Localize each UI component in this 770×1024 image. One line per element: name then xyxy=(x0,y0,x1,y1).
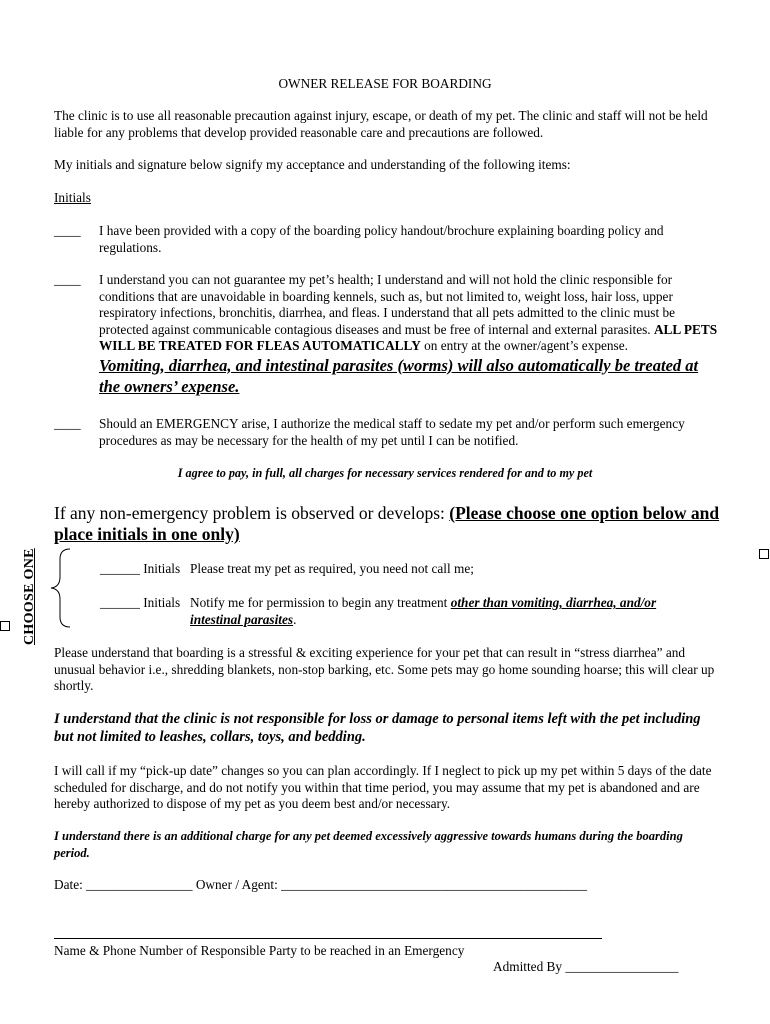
item2-tail: on entry at the owner/agent’s expense. xyxy=(424,338,628,353)
checkbox-left[interactable] xyxy=(0,621,10,631)
option-heading-bold: (Please choose one option below and place initials in one only) xyxy=(54,503,720,544)
option2-end: . xyxy=(293,611,297,627)
option2-text xyxy=(190,595,710,628)
owner-label: Owner / Agent: xyxy=(195,877,278,892)
option2-main: Notify me for permission to begin any treatment xyxy=(190,595,448,610)
initials-blank-3[interactable]: ____ xyxy=(54,416,81,431)
personal-items-paragraph: I understand that the clinic is not responsible for loss or damage to personal items left with the pet including but not limited to leashes, collars, toys, and bedding. xyxy=(54,711,701,745)
policy-item-1: I have been provided with a copy of the boarding policy handout/brochure explaining boarding policy and regulations. xyxy=(99,223,664,255)
document-title: OWNER RELEASE FOR BOARDING xyxy=(278,76,492,91)
policy-item-2 xyxy=(99,272,719,397)
option2-emphasis: other than vomiting, diarrhea, and/or intestinal parasites xyxy=(190,595,657,627)
option1-text: Please treat my pet as required, you need not call me; xyxy=(190,561,474,576)
signature-row xyxy=(54,877,587,894)
choose-one-label: CHOOSE ONE xyxy=(22,548,37,645)
item2-text: I understand you can not guarantee my pet’s health; I understand and will not hold the clinic responsible for conditions that are unavoidable in boarding kennels, such as, but not limited to, weight loss, hair loss, upper respiratory infections, bronchitis, diarrhea, and fleas. I understand that all pets admitted to the clinic must be protected against communicable contagious diseases and must be free of internal and external parasites. xyxy=(99,272,676,337)
item2-emphasis: Vomiting, diarrhea, and intestinal parasites (worms) will also automatically be treated at the owners’ expense. xyxy=(99,355,699,396)
signify-paragraph: My initials and signature below signify my acceptance and understanding of the following items: xyxy=(54,157,571,172)
emergency-contact-field[interactable] xyxy=(54,938,602,939)
admitted-label: Admitted By xyxy=(493,959,563,974)
admitted-field[interactable]: _________________ xyxy=(565,959,679,974)
aggressive-paragraph: I understand there is an additional charge for any pet deemed excessively aggressive towards humans during the boarding period. xyxy=(54,829,683,860)
option-heading xyxy=(54,503,734,545)
initials-blank-1[interactable]: ____ xyxy=(54,223,81,238)
brace-icon xyxy=(48,547,74,629)
option1-initials-blank[interactable]: ______ Initials xyxy=(100,561,181,576)
stress-paragraph: Please understand that boarding is a stressful & exciting experience for your pet that can result in “stress diarrhea” and unusual behavior i.e., shredding blankets, non-stop barking, etc. Some pets may go home sounding hoarse; this will clear up shortly. xyxy=(54,645,715,693)
initials-heading: Initials xyxy=(54,190,91,205)
admitted-row xyxy=(493,959,678,976)
policy-item-3: Should an EMERGENCY arise, I authorize the medical staff to sedate my pet and/or perform such emergency procedures as may be necessary for the health of my pet until I can be notified. xyxy=(99,416,685,448)
option-heading-plain: If any non-emergency problem is observed or develops: xyxy=(54,503,445,523)
option2-initials-blank[interactable]: ______ Initials xyxy=(100,595,181,610)
item2-bold: ALL PETS WILL BE TREATED FOR FLEAS AUTOMATICALLY xyxy=(99,321,718,353)
agree-statement: I agree to pay, in full, all charges for necessary services rendered for and to my pet xyxy=(177,466,593,480)
emergency-contact-label: Name & Phone Number of Responsible Party to be reached in an Emergency xyxy=(54,943,465,958)
pickup-paragraph: I will call if my “pick-up date” changes so you can plan accordingly. If I neglect to pick up my pet within 5 days of the date scheduled for discharge, and do not notify you within that time period, you may assume that my pet is abandoned and are hereby authorized to dispose of my pet as you deem best and/or necessary. xyxy=(54,763,712,811)
intro-paragraph: The clinic is to use all reasonable precaution against injury, escape, or death of my pet. The clinic and staff will not be held liable for any problems that develop provided reasonable care and precautions are followed. xyxy=(54,108,708,140)
date-label: Date: xyxy=(54,877,83,892)
checkbox-right[interactable] xyxy=(759,549,769,559)
date-field[interactable]: ________________ xyxy=(86,877,193,892)
initials-blank-2[interactable]: ____ xyxy=(54,272,81,287)
owner-field[interactable]: ______________________________________________ xyxy=(281,877,587,892)
